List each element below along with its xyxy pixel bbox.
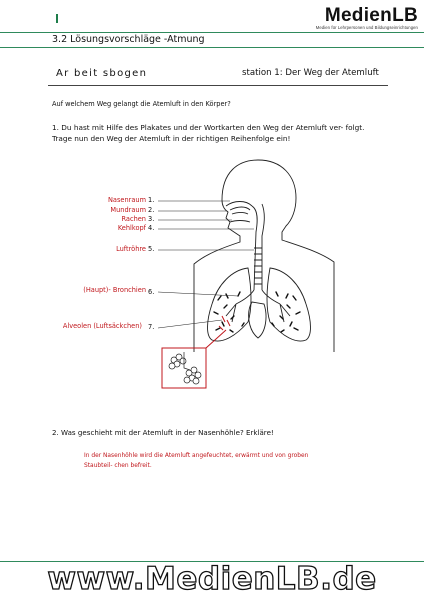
answer-2: In der Nasenhöhle wird die Atemluft angefeuchtet, erwärmt und von groben Staubteil- chen befreit. <box>84 453 309 469</box>
right-lung <box>267 268 311 341</box>
question-2: 2. Was geschieht mit der Atemluft in der Nasenhöhle? Erkläre! <box>52 428 274 437</box>
label-luftroehre: Luftröhre <box>116 245 146 253</box>
label-number: 2. <box>148 206 155 214</box>
label-number: 5. <box>148 245 155 253</box>
label-nasenraum: Nasenraum <box>108 196 146 204</box>
label-kehlkopf: Kehlkopf <box>117 224 146 232</box>
station-title: station 1: Der Weg der Atemluft <box>242 68 379 78</box>
label-number: 6. <box>148 288 155 296</box>
label-number: 4. <box>148 224 155 232</box>
label-number: 1. <box>148 196 155 204</box>
left-lung <box>208 268 252 341</box>
question-1: 1. Du hast mit Hilfe des Plakates und der Wortkarten den Weg der Atemluft ver- folgt. Trage nun den Weg der Atemluft in der richtigen Reihenfolge ein! <box>52 123 365 143</box>
logo-subtext: Medien für Lehrpersonen und Bildungseinrichtungen <box>315 25 418 30</box>
label-number: 3. <box>148 215 155 223</box>
label-mundraum: Mundraum <box>110 206 146 214</box>
body-outline <box>194 160 334 352</box>
label-number: 7. <box>148 323 155 331</box>
footer-url[interactable]: www.MedienLB.de <box>47 561 377 597</box>
label-bronchien: (Haupt)- Bronchien <box>83 286 146 294</box>
logo-text: MedienLB <box>324 5 418 26</box>
intro-question: Auf welchem Weg gelangt die Atemluft in den Körper? <box>52 100 231 108</box>
label-rachen: Rachen <box>121 215 146 223</box>
worksheet-label: Ar beit sbogen <box>56 68 148 79</box>
leader-line <box>158 320 222 328</box>
section-title: 3.2 Lösungsvorschläge -Atmung <box>52 34 205 45</box>
label-alveolen: Alveolen (Luftsäckchen) <box>62 322 142 330</box>
